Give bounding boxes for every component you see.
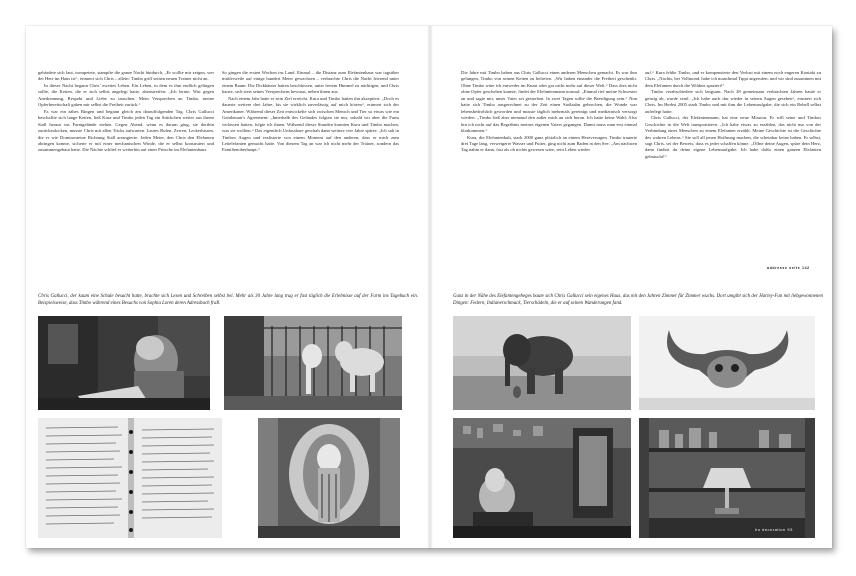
paragraph: auf.“ Kura fehlte Timbo, und er kompensierte den Verlust mit einem noch engeren Kontakt zu Chris. „Nachts, bei Vollmond, habe ich manchmal Tippi angerufen, und wir sind zusammen mit dem Elefanten durch die Wildnis spaziert!“ [645,70,821,88]
photo-native-headdress [258,418,400,538]
left-column-2 [222,70,399,154]
left-photo-caption: Chris Gallucci, der kaum eine Schule besucht hatte, brachte sich Lesen und Schreiben selbst bei. Mehr als 30 Jahre lang trug er fast täglich die Erlebnisse auf der Farm ins Tagebuch ein. Beispielsweise, dass Timbo während eines Besuchs von Sophia Loren deren Adressbuch fraß. [38,294,418,306]
paragraph: In dieser Nacht begann Chris’ zweites Leben. Ein Leben, in dem es ihm endlich gelingen sollte, die Ketten, die er sich selbst angelegt hatte, abzustreifen: „Ich lernte, Wut gegen Anerkennung, Respekt und Liebe zu tauschen. Mein Versprechen an Timbo, meine Opferbereitschaft gaben mir selbst die Freiheit zurück.“ [38,82,214,108]
left-page [26,26,429,548]
right-column-2 [645,70,821,160]
paragraph: Nach einem Jahr hatte er sein Ziel erreicht. Kura und Timbo hatten ihn akzeptiert. „Doch es dauerte weitere drei Jahre, bis sie wirklich zuverlässig auf mich hörten“, erinnert sich der Amerikaner. Während dieser Zeit entwickelte sich zwischen Mensch und Tier so etwas wie ein Gentleman’s Agreement: „Innerhalb des Geländes folgten sie mir, sobald wir aber die Farm verlassen hatten, folgte ich ihnen. Während dieser Stunden konnten Kura und Timbo machen, was sie wollten.“ Das eigentlich Unfassbare geschah dann weitere vier Jahre später: „Ich sah in Timbos Augen und realisierte von einem Moment auf den anderen, dass er mich zum Leitelefanten gemacht hatte. Von diesem Tag an war ich nicht mehr der Trainer, sondern das Familienoberhaupt.“ [222,95,399,153]
paragraph: Chris Gallucci, der Elefantenmann, hat eine neue Mission. Er will seine und Timbos Geschichte in die Welt transportieren. „Ich habe etwas zu erzählen, das nicht nur von der Verbindung eines Menschen zu einem Elefanten erzählt. Meine Geschichte ist die Geschichte des wahren Lebens.“ Sie soll all jenen Hoffnung machen, die scheinbar keine haben. Er selbst, sagt Chris, sei der Beweis, dass es jeder schaffen könne. „Öffne deine Augen, spüre dein Herz, dann findest du deine eigene Lebensaufgabe. Ich habe dafür einen ganzen Elefanten gebraucht!“ [645,115,821,159]
photo-elephant-statues-in-cage [224,316,402,410]
photo-animal-skull [639,316,815,410]
right-page [429,26,832,548]
paragraph: Kura, die Elefantenkuh, starb 2000 ganz plötzlich an einem Herzversagen. Timbo trauerte drei Tage lang, verweigerte Wasser und Futter, ging nicht zum Baden in den See. „Am nächsten Tag nahm er dann, fast als ob nichts gewesen wäre, sein Leben wieder [461,134,637,153]
paragraph: So gingen die ersten Wochen ins Land. Einmal – die Distanz zum Elefantenhaus war tagsüber mittlerweile auf einige hundert Meter gewachsen – verbrachte Chris die Nacht frierend unter einem Baum: Die Dickhäuter hatten beschlossen, unter freiem Himmel zu nächtigen, und Chris harrte, sich stets seines Versprechens bewusst, neben ihnen aus. [222,70,399,95]
right-column-1 [461,70,637,154]
photo-handwritten-diary-page [38,418,222,538]
right-photo-caption: Ganz in der Nähe des Elefantengeheges baute sich Chris Gallucci sein eigenes Haus, das mit den Jahren Zimmer für Zimmer wuchs. Dort umgibt sich der Harley-Fan mit liebgewonnenen Dingen: Federn, Indianerschmuck, Tierschädeln, die er auf seinen Wanderungen fand. [453,294,823,306]
address-reference: addresse seite 142 [767,266,810,270]
left-column-1 [38,70,214,154]
paragraph: Es war ein zähes Ringen und begann gleich am darauffolgenden Tag. Chris Gallucci beschaffte sich lange Ketten, ließ Kura und Timbo jeden Tag ein Stückchen weiter aus ihrem Stall heraus ins Farmgelände ziehen. Gegen Abend, wenn es darum ging, sie dorthin zurückzulocken, musste Chris mit allen Tricks aufwarten. Lautes Rufen, Zerren, Leckerbissen, die er wie Dominosteine Richtung Stall arrangierte. Jeden Meter, den Chris den Elefanten abringen konnte, sicherte er mit einer mechanischen Winde, die er selbst konstruiert und zusammengebaut hatte. Die Nächte schlief er weiterhin auf einer Pritsche im Elefantenhaus. [38,108,214,153]
photo-elephant-in-field [453,316,631,410]
page-folio: ho decoration 93 [755,527,793,532]
photo-man-writing-diary [38,316,210,410]
paragraph: gebärdete sich laut, trompetete, stampfte die ganze Nacht hindurch, „Er wollte mir zeigen, wer der Herr im Haus ist“, erinnert sich Chris – allein: Timbo griff seinen neuen Trainer nicht an. [38,70,214,82]
magazine-spread [26,26,832,548]
paragraph: Timbo verabschiedete sich langsam. Nach 28 gemeinsam verbrachten Jahren baute er geistig ab, wurde senil. „Ich habe auch das wieder in seinen Augen gesehen“, erinnert sich Chris. Im Herbst 2005 starb Timbo und mit ihm die Lebensaufgabe, die sich ein Rebell selbst auferlegt hatte. [645,89,821,114]
paragraph: Die Jahre mit Timbo haben aus Chris Gallucci einen anderen Menschen gemacht. Es war ihm gelungen, Timbo von seinen Ketten zu befreien. „Wir haben einander die Freiheit geschenkt. Ohne Timbo wäre ich entweder im Knast oder gar nicht mehr auf dieser Welt.“ Dass dies nicht ohne Opfer geschehen konnte, findet der Elefantenmann normal: „Einmal rief meine Schwester an und sagte mir, unser Vater sei gestorben. In zwei Tagen sollte die Beerdigung sein.“ Nun hatte sich Timbo ausgerechnet zu der Zeit einen Stoßzahn gebrochen, die Wunde war lebensbedrohlich geworden und musste täglich mehrmals gereinigt und medizinisch versorgt werden. „Timbo ließ aber niemand den außer mich an sich heran. Ich hatte keine Wahl: Also bin ich nicht auf das Begräbnis meines eigenen Vaters gegangen. Damit muss man erst einmal klarkommen.“ [461,70,637,134]
photo-shelf-with-lamp [639,418,815,538]
photo-woman-in-house-interior [453,418,631,538]
